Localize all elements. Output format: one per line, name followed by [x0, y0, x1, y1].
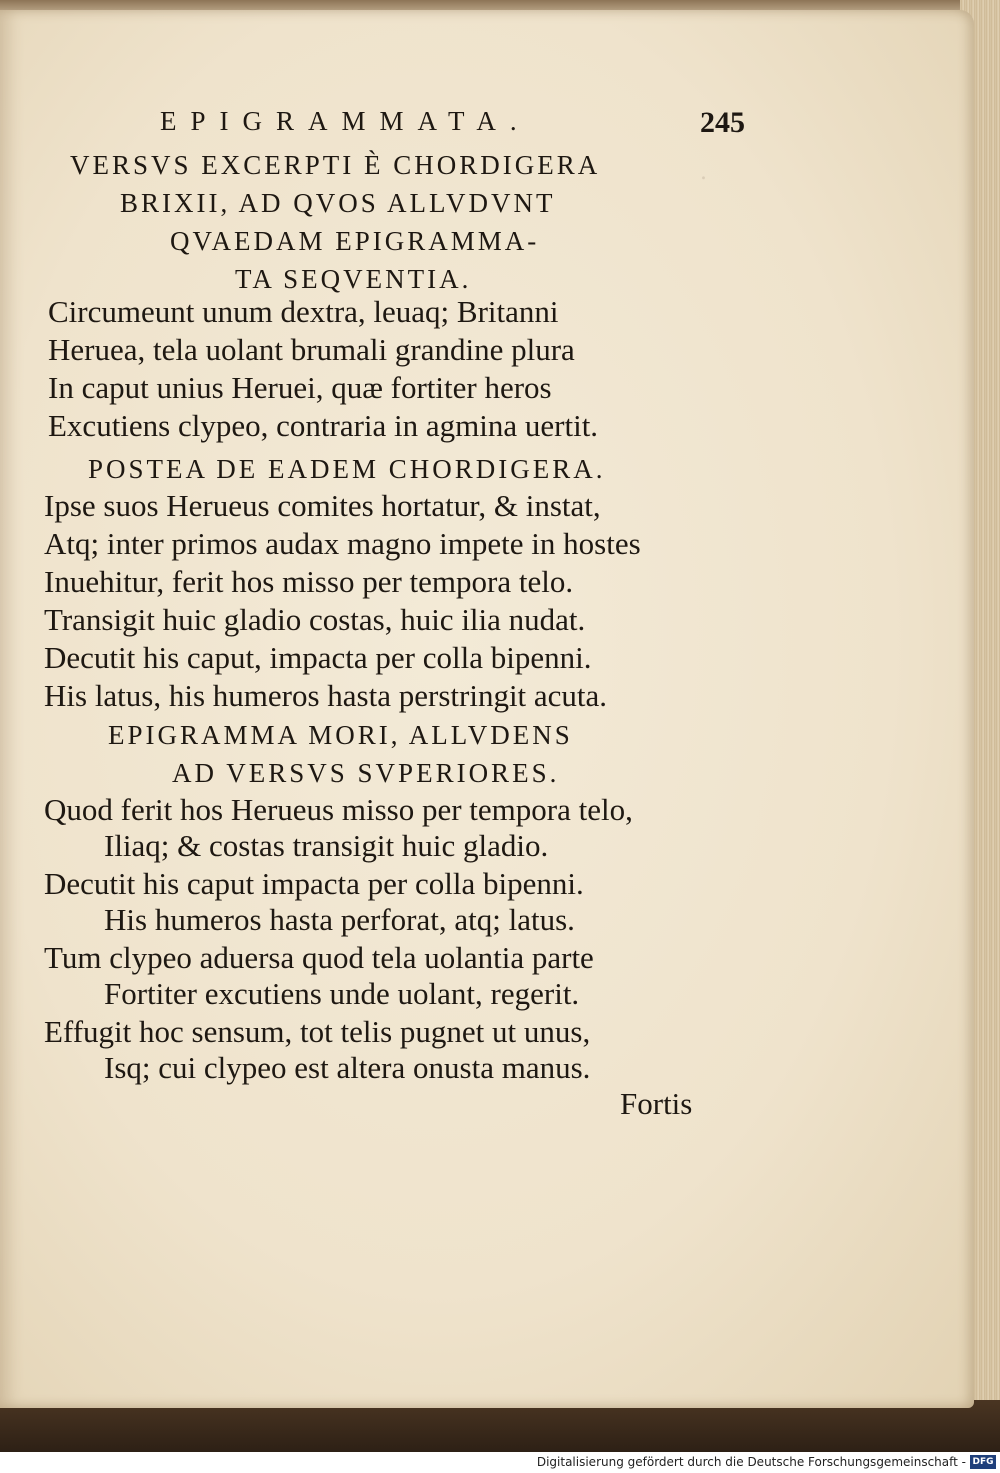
verse-line: Decutit his caput, impacta per colla bipenni. [44, 640, 592, 675]
section-heading-line: BRIXII, AD QVOS ALLVDVNT [120, 188, 556, 218]
dfg-logo-icon: DFG [970, 1455, 996, 1469]
verse-line: Ipse suos Herueus comites hortatur, & instat, [44, 488, 601, 523]
book-page [0, 10, 974, 1408]
verse-line: His latus, his humeros hasta perstringit acuta. [44, 678, 608, 713]
verse-line: Decutit his caput impacta per colla bipenni. [44, 866, 584, 901]
verse-line: Excutiens clypeo, contraria in agmina uertit. [48, 408, 599, 443]
page-text [0, 10, 974, 1408]
section-heading-line: TA SEQVENTIA. [235, 264, 472, 294]
verse-line: His humeros hasta perforat, atq; latus. [104, 902, 575, 937]
section-heading-line: QVAEDAM EPIGRAMMA- [170, 226, 540, 256]
running-head-title: EPIGRAMMATA. [160, 106, 531, 136]
verse-line: Inuehitur, ferit hos misso per tempora telo. [44, 564, 574, 599]
section-heading-line: EPIGRAMMA MORI, ALLVDENS [108, 720, 573, 750]
page-number: 245 [700, 106, 745, 139]
verse-line: Transigit huic gladio costas, huic ilia nudat. [44, 602, 586, 637]
catchword: Fortis [620, 1086, 693, 1121]
verse-line: Effugit hoc sensum, tot telis pugnet ut unus, [44, 1014, 591, 1049]
show-through-mark: . [700, 160, 707, 185]
verse-line: Quod ferit hos Herueus misso per tempora telo, [44, 792, 633, 827]
verse-line: Iliaq; & costas transigit huic gladio. [104, 828, 549, 863]
verse-line: Heruea, tela uolant brumali grandine plura [48, 332, 575, 367]
funding-credit: Digitalisierung gefördert durch die Deutsche Forschungsgemeinschaft - [536, 1455, 966, 1469]
section-heading-line: VERSVS EXCERPTI È CHORDIGERA [70, 150, 601, 180]
verse-line: Tum clypeo aduersa quod tela uolantia parte [44, 940, 594, 975]
verse-line: Circumeunt unum dextra, leuaq; Britanni [48, 294, 559, 329]
verse-line: In caput unius Heruei, quæ fortiter heros [48, 370, 552, 405]
section-heading-line: AD VERSVS SVPERIORES. [172, 758, 560, 788]
verse-line: Isq; cui clypeo est altera onusta manus. [104, 1050, 591, 1085]
digitization-footer [0, 1452, 1000, 1473]
verse-line: Fortiter excutiens unde uolant, regerit. [104, 976, 580, 1011]
section-heading-line: POSTEA DE EADEM CHORDIGERA. [88, 454, 606, 484]
verse-line: Atq; inter primos audax magno impete in hostes [44, 526, 641, 561]
